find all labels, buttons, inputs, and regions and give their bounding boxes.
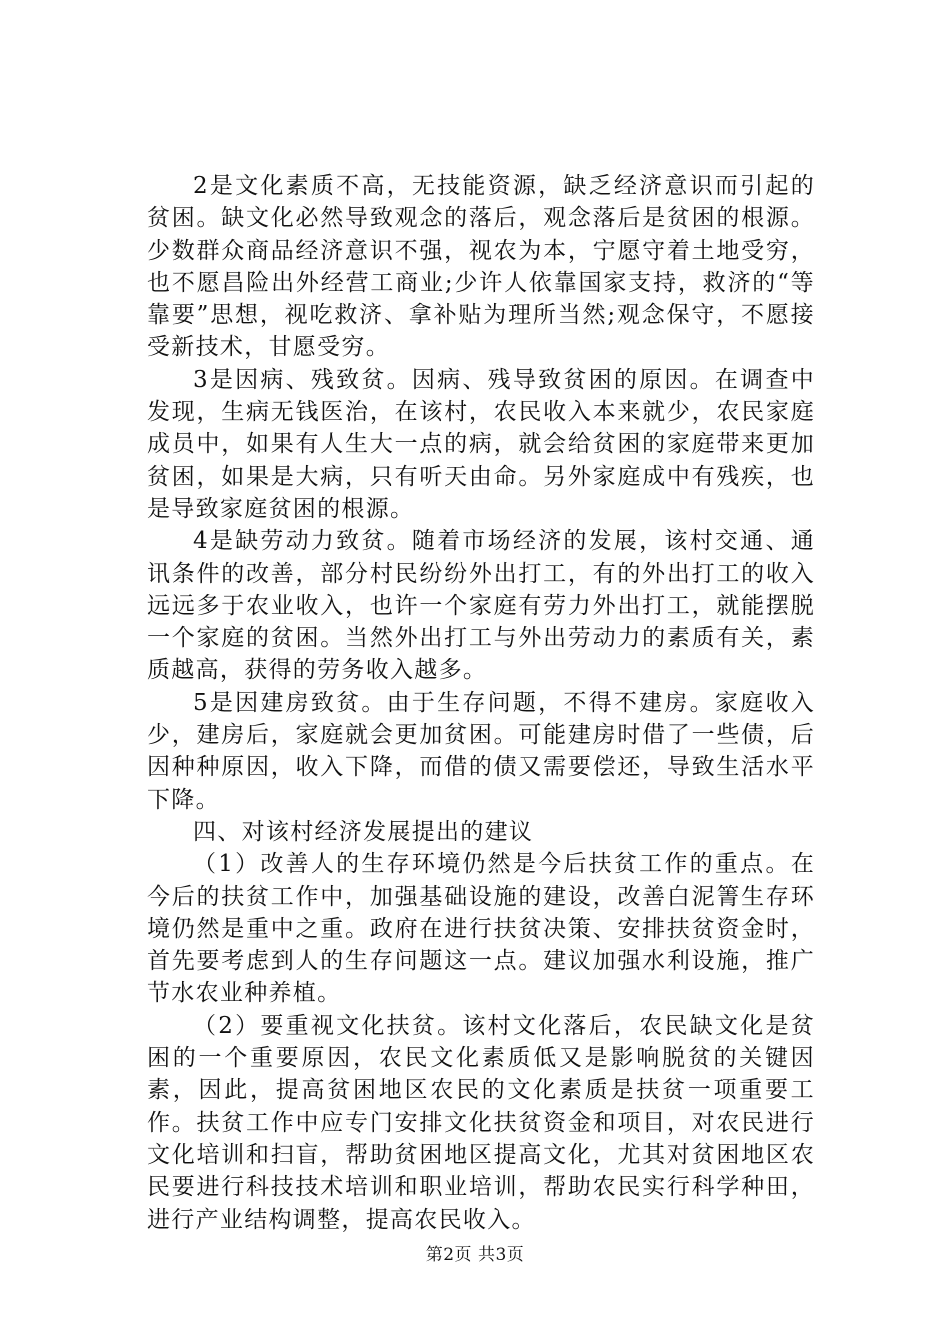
paragraph-cause-4: 4是缺劳动力致贫。随着市场经济的发展，该村交通、通讯条件的改善，部分村民纷纷外出打工，有的外出打工的收入远远多于农业收入，也许一个家庭有劳力外出打工，就能摆脱一个家庭的贫困。当然外出打工与外出劳动力的素质有关，素质越高，获得的劳务收入越多。 — [147, 528, 815, 684]
paragraph-suggestion-1: （1）改善人的生存环境仍然是今后扶贫工作的重点。在今后的扶贫工作中，加强基础设施的建设，改善白泥箐生存环境仍然是重中之重。政府在进行扶贫决策、安排扶贫资金时，首先要考虑到人的生存问题这一点。建议加强水利设施，推广节水农业种养植。 — [147, 851, 815, 1007]
paragraph-cause-2: 2是文化素质不高，无技能资源，缺乏经济意识而引起的贫困。缺文化必然导致观念的落后，观念落后是贫困的根源。少数群众商品经济意识不强，视农为本，宁愿守着土地受穷，也不愿昌险出外经营工商业;少许人依靠国家支持，救济的“等靠要”思想，视吃救济、拿补贴为理所当然;观念保守，不愿接受新技术，甘愿受穷。 — [147, 173, 815, 361]
page-footer: 第2页 共3页 — [425, 1245, 525, 1265]
paragraph-cause-3: 3是因病、残致贫。因病、残导致贫困的原因。在调查中发现，生病无钱医治，在该村，农民收入本来就少，农民家庭成员中，如果有人生大一点的病，就会给贫困的家庭带来更加贫困，如果是大病，只有听天由命。另外家庭成中有残疾，也是导致家庭贫困的根源。 — [147, 366, 815, 522]
document-body — [147, 170, 815, 1236]
paragraph-cause-5: 5是因建房致贫。由于生存问题，不得不建房。家庭收入少，建房后，家庭就会更加贫困。可能建房时借了一些债，后因种种原因，收入下降，而借的债又需要偿还，导致生活水平下降。 — [147, 689, 815, 813]
paragraph-suggestion-2: （2）要重视文化扶贫。该村文化落后，农民缺文化是贫困的一个重要原因，农民文化素质低又是影响脱贫的关键因素，因此，提高贫困地区农民的文化素质是扶贫一项重要工作。扶贫工作中应专门安排文化扶贫资金和项目，对农民进行文化培训和扫盲，帮助贫困地区提高文化，尤其对贫困地区农民要进行科技技术培训和职业培训，帮助农民实行科学种田，进行产业结构调整，提高农民收入。 — [147, 1012, 815, 1233]
section-heading: 四、对该村经济发展提出的建议 — [193, 818, 534, 845]
